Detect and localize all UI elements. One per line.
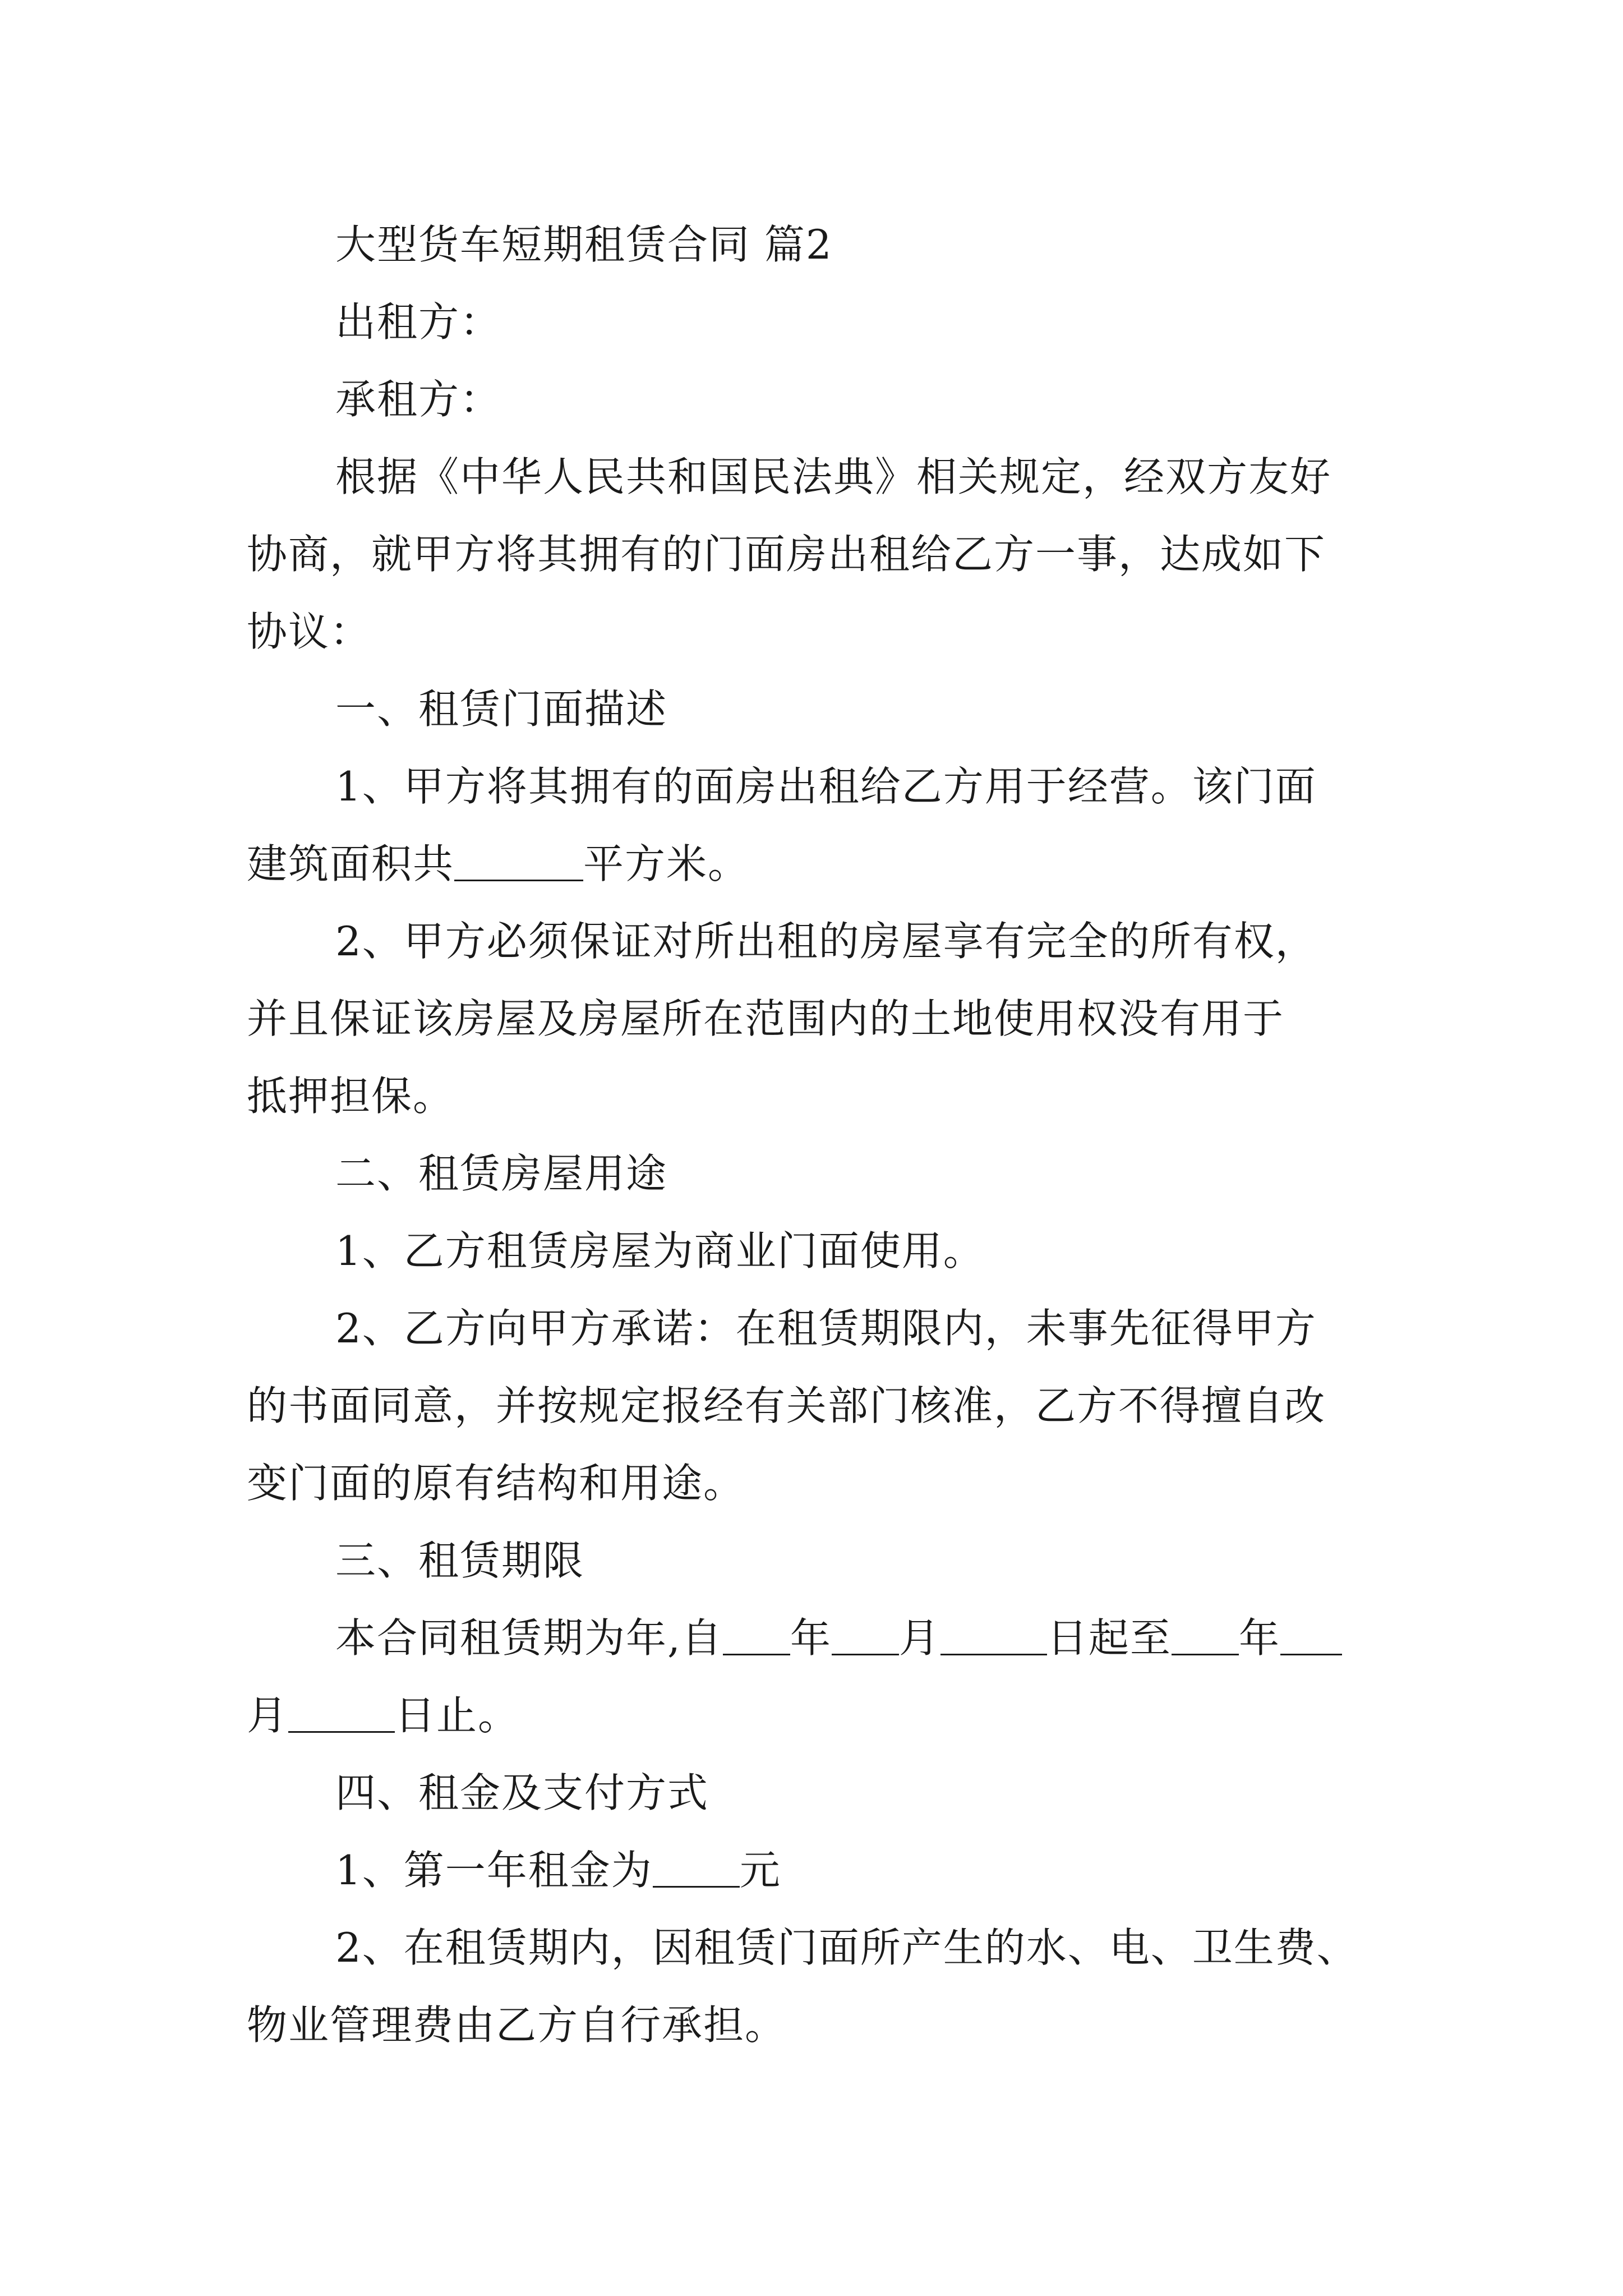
- area-unit: 平方米。: [583, 840, 750, 887]
- document-title: 大型货车短期租赁合同 篇2: [335, 221, 833, 268]
- intro-line-3: 协议：: [247, 608, 372, 655]
- section-1-item-2-line-1: 2、甲方必须保证对所出租的房屋享有完全的所有权，: [335, 918, 1317, 965]
- section-4-item-1: [335, 1842, 781, 1898]
- rent-unit: 元: [739, 1847, 781, 1894]
- end-month-blank[interactable]: [1280, 1618, 1342, 1655]
- start-year-label: 年: [790, 1614, 832, 1662]
- end-month-label: 月: [247, 1692, 289, 1739]
- end-day-blank[interactable]: [288, 1695, 395, 1733]
- end-year-label: 年: [1238, 1614, 1280, 1662]
- start-month-label: 月: [898, 1614, 940, 1662]
- start-year-blank[interactable]: [723, 1618, 790, 1655]
- start-day-blank[interactable]: [940, 1618, 1047, 1655]
- section-1-item-2-line-2: 并且保证该房屋及房屋所在范围内的土地使用权没有用于: [247, 995, 1285, 1042]
- rent-blank[interactable]: [653, 1850, 740, 1888]
- section-2-heading: 二、租赁房屋用途: [335, 1150, 668, 1197]
- section-4-heading: 四、租金及支付方式: [335, 1769, 709, 1816]
- rent-label: 1、第一年租金为: [335, 1847, 653, 1894]
- area-label: 建筑面积共: [247, 840, 455, 887]
- start-day-label: 日起至: [1046, 1614, 1172, 1662]
- lessor-label: 出租方：: [335, 298, 502, 346]
- intro-line-1: 根据《中华人民共和国民法典》相关规定，经双方友好: [335, 453, 1332, 500]
- section-1-item-1-line-2: [247, 836, 749, 892]
- section-3-heading: 三、租赁期限: [335, 1537, 585, 1584]
- end-year-blank[interactable]: [1172, 1618, 1239, 1655]
- area-blank[interactable]: [454, 844, 583, 881]
- section-2-item-2-line-3: 变门面的原有结构和用途。: [247, 1460, 745, 1507]
- intro-line-2: 协商，就甲方将其拥有的门面房出租给乙方一事，达成如下: [247, 531, 1326, 578]
- section-1-item-2-line-3: 抵押担保。: [247, 1073, 455, 1120]
- section-2-item-2-line-2: 的书面同意，并按规定报经有关部门核准，乙方不得擅自改: [247, 1382, 1326, 1429]
- section-3-line-1: [335, 1610, 1342, 1666]
- section-1-item-1-line-1: 1、甲方将其拥有的面房出租给乙方用于经营。该门面: [335, 763, 1317, 810]
- section-3-line-2: [247, 1687, 519, 1743]
- start-month-blank[interactable]: [832, 1618, 899, 1655]
- section-1-heading: 一、租赁门面描述: [335, 685, 668, 733]
- term-prefix: 本合同租赁期为年,自: [335, 1614, 723, 1662]
- end-day-label: 日止。: [395, 1692, 520, 1739]
- section-4-item-2-line-2: 物业管理费由乙方自行承担。: [247, 2001, 787, 2049]
- lessee-label: 承租方：: [335, 376, 502, 423]
- section-2-item-1: 1、乙方租赁房屋为商业门面使用。: [335, 1227, 985, 1274]
- section-4-item-2-line-1: 2、在租赁期内，因租赁门面所产生的水、电、卫生费、: [335, 1924, 1358, 1971]
- section-2-item-2-line-1: 2、乙方向甲方承诺：在租赁期限内，未事先征得甲方: [335, 1305, 1317, 1352]
